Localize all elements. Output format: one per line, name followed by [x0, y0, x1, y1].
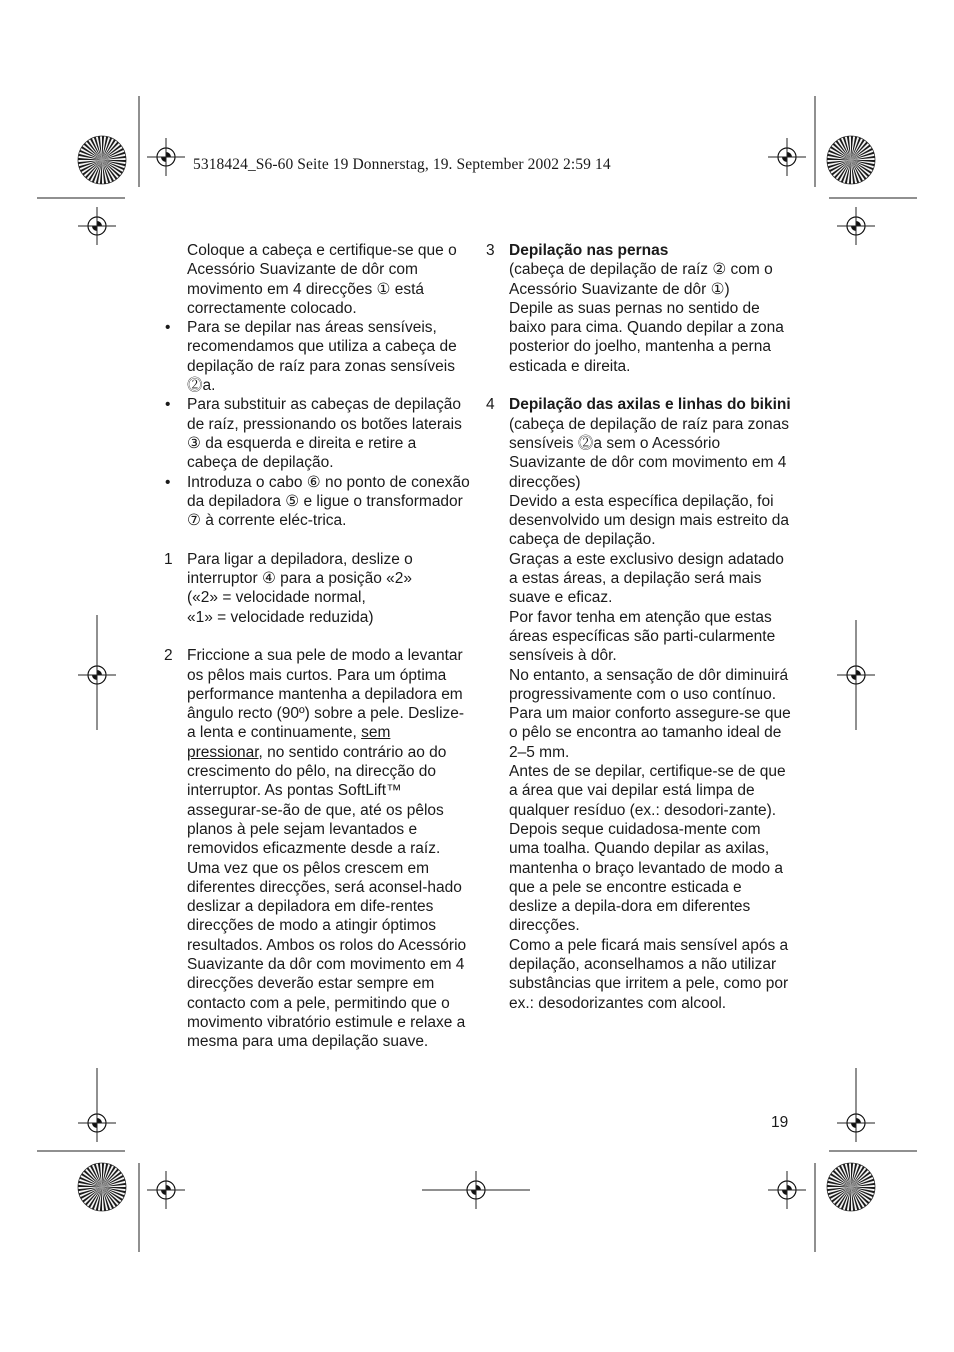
page-number: 19	[771, 1114, 789, 1131]
step-4-paragraph: Para um maior conforto assegure-se que o pêlo se encontra ao tamanho ideal de 2–5 mm.	[509, 705, 791, 761]
step-4-paragraph: Por favor tenha em atenção que estas áreas específicas são parti-cularmente sensíveis à dôr.	[509, 608, 776, 665]
bullet-marker: •	[165, 319, 171, 337]
step-3-paragraph: Depile as suas pernas no sentido de baixo para cima. Quando depilar a zona posterior do joelho, mantenha a perna esticada e direita.	[509, 299, 784, 375]
step-number: 4	[486, 396, 495, 414]
bullet-item	[164, 395, 470, 472]
emphasis-underline: sem pressionar	[187, 724, 391, 761]
step-heading: Depilação nas pernas	[509, 242, 669, 259]
bullet-text: Para se depilar nas áreas sensíveis, recomendamos que utiliza a cabeça de depilação de raíz para zonas sensíveis ⓶a.	[187, 319, 457, 395]
bullet-text: Para substituir as cabeças de depilação de raíz, pressionando os botões laterais ③ da esquerda e direita e retire a cabeça de depilação.	[187, 396, 462, 472]
step-number: 2	[164, 647, 173, 665]
step-4-paragraph: No entanto, a sensação de dôr diminuirá progressivamente com o uso contínuo.	[509, 666, 789, 703]
intro-paragraph	[164, 241, 470, 318]
step-2-text-2: Uma vez que os pêlos crescem em diferentes direcções, será aconsel-hado deslizar a depiladora em dife-rentes direcções de modo a atingir óptimos resultados. Ambos os rolos do Acessório Suavizante da dôr com movimento em 4 direcções deverão estar sempre em contacto com a pele, permitindo que o movimento vibratório estimule e relaxe a mesma para uma depilação suave.	[187, 859, 467, 1051]
step-1-line: («2» = velocidade normal,	[187, 589, 366, 607]
step-number: 3	[486, 242, 495, 259]
intro-text: Coloque a cabeça e certifique-se que o Acessório Suavizante de dôr com movimento em 4 direcções ① está correctamente colocado.	[187, 242, 457, 317]
bullet-marker: •	[165, 473, 171, 491]
step-3	[486, 241, 792, 376]
step-4-paragraph: Antes de se depilar, certifique-se de que a área que vai depilar está limpa de qualquer resíduo (ex.: desodori-zante). Depois seque cuidadosa-mente com uma toalha. Quando depilar as axilas, mantenha o braço levantado de modo a que a pele se encontre esticada e deslize a depila-dora em diferentes direcções.	[509, 763, 786, 935]
bullet-text: Introduza o cabo ⑥ no ponto de conexão da depiladora ⑤ e ligue o transformador ⑦ à corrente eléc-trica.	[187, 473, 470, 530]
bullet-marker: •	[165, 396, 171, 414]
step-1-line: Para ligar a depiladora, deslize o interruptor ④ para a posição «2»	[187, 550, 413, 588]
step-number: 1	[164, 550, 173, 568]
step-2-text-a: Friccione a sua pele de modo a levantar os pêlos mais curtos. Para um óptima performance mantenha a depiladora em ângulo recto (90º) sobre a pele. Deslize-a lenta e continuamente,	[187, 647, 465, 742]
step-1-line: «1» = velocidade reduzida)	[187, 608, 374, 626]
bullet-item	[164, 473, 470, 531]
step-2	[164, 646, 470, 1051]
left-column	[164, 241, 470, 1051]
step-4-paragraph: Como a pele ficará mais sensível após a depilação, aconselhamos a não utilizar substâncias que irritem a pele, como por ex.: desodorizantes com alcool.	[509, 936, 789, 1012]
step-4-paragraph: (cabeça de depilação de raíz para zonas sensíveis ⓶a sem o Acessório Suavizante de dôr com movimento em 4 direcções)	[509, 415, 790, 491]
right-column	[486, 241, 792, 1013]
step-4-paragraph: Devido a esta específica depilação, foi desenvolvido um design mais estreito da cabeça de depilação.	[509, 492, 790, 549]
step-4-paragraph: Graças a este exclusivo design adatado a estas áreas, a depilação será mais suave e eficaz.	[509, 550, 784, 607]
step-heading: Depilação das axilas e linhas do bikini	[509, 396, 791, 414]
step-4	[486, 395, 792, 1013]
bullet-item	[164, 318, 470, 395]
step-2-text	[187, 646, 470, 858]
step-2-text-b: , no sentido contrário ao do crescimento do pêlo, na direcção do interruptor. As pontas SoftLift™ assegurar-se-ão de que, até os pêlos planos à pele sejam levantados e removidos eficazmente desde a raíz.	[187, 743, 447, 858]
step-1	[164, 550, 470, 627]
step-3-paragraph: (cabeça de depilação de raíz ② com o Acessório Suavizante de dôr ①)	[509, 261, 773, 298]
print-header: 5318424_S6-60 Seite 19 Donnerstag, 19. September 2002 2:59 14	[193, 156, 611, 173]
